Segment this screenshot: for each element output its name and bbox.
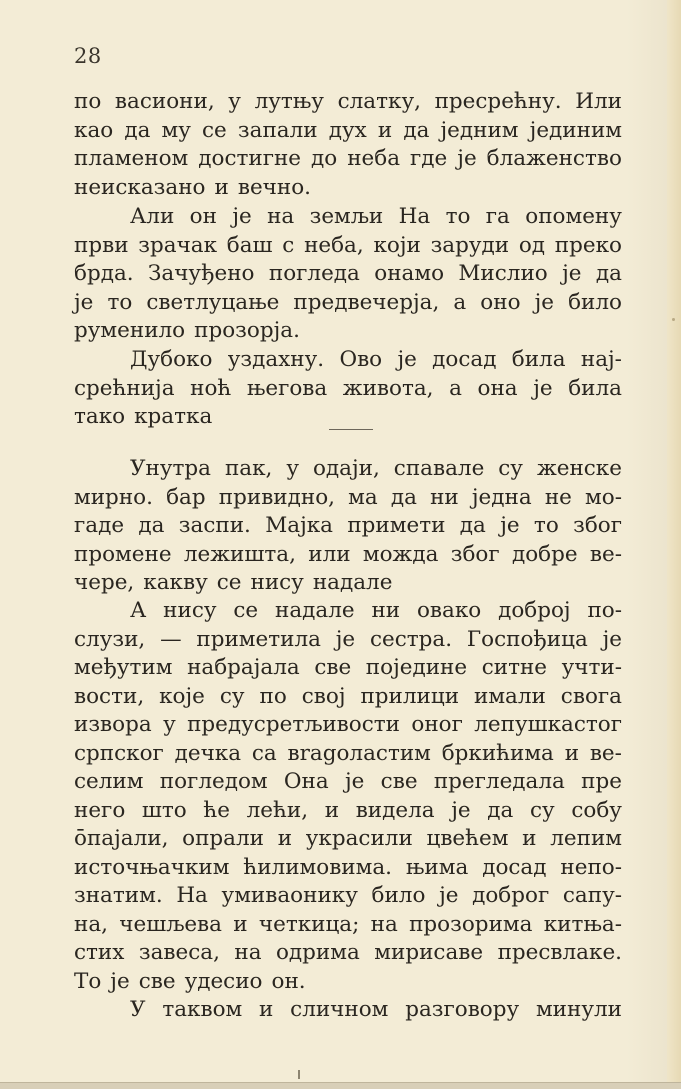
text-line: извора у предусретљивости оног лепушкастог — [74, 712, 622, 737]
text-line: мирно. бар привидно, ма да ни једна не мо- — [74, 484, 622, 510]
text-line: гаде да заспи. Мајка примети да је то због — [74, 513, 622, 538]
text-line: брда. Зачуђено погледа онамо Мислио је да — [74, 261, 622, 286]
paragraph-3 — [74, 346, 622, 432]
text-line: срећнија ноћ његова живота, а она је била — [74, 375, 622, 401]
binding-mark — [298, 1070, 300, 1079]
text-line: је то светлуцање предвечерја, а оно је било — [74, 289, 622, 315]
paragraph-1 — [74, 88, 622, 202]
text-line: руменило прозорја. — [74, 318, 300, 343]
text-line: стих завеса, на одрима мирисаве пресвлаке. — [74, 940, 622, 965]
text-line: То је све удесио он. — [74, 968, 306, 994]
text-line: промене лежишта, или можда због добре ве- — [74, 541, 622, 567]
paragraph-4 — [74, 455, 622, 598]
page-number: 28 — [74, 44, 102, 68]
paragraph-2 — [74, 203, 622, 346]
paragraph-5 — [74, 597, 622, 996]
text-line: чере, какву се нису надале — [74, 570, 393, 595]
text-line: Унутра пак, у одаји, спавале су женске — [130, 456, 622, 481]
paper-spot — [672, 318, 675, 321]
text-line: први зрачак баш с неба, који заруди од преко — [74, 232, 622, 258]
text-line: знатим. На умиваонику било је доброг сапу- — [74, 883, 622, 908]
text-line: У таквом и сличном разговору минули — [130, 997, 622, 1022]
text-line: по васиони, у лутњу слатку, пресрећну. Или — [74, 89, 622, 114]
text-line: као да му се запали дух и да једним јединим — [74, 117, 622, 143]
text-line: Али он је на земљи На то га опомену — [130, 204, 622, 229]
text-line: међутим набрајала све поједине ситне учти- — [74, 655, 622, 680]
text-line: Дубоко уздахну. Ово је досад била нај- — [130, 347, 622, 372]
text-line: пламеном достигне до неба где је блаженство — [74, 146, 622, 171]
text-line: српског дечка са вragoластим бркићима и ве- — [74, 740, 622, 766]
text-line: вости, које су по свој прилици имали свога — [74, 683, 622, 709]
text-line: тако кратка — [74, 404, 213, 429]
text-line: на, чешљева и четкица; на прозорима китња- — [74, 911, 622, 937]
section-divider — [329, 429, 373, 430]
page-edge — [667, 0, 681, 1089]
text-line: селим погледом Она је све прегледала пре — [74, 769, 622, 794]
text-line: ōпајали, опрали и украсили цвећем и лепим — [74, 826, 622, 851]
paragraph-6 — [74, 996, 622, 1025]
text-line: источњачким ћилимовима. њима досад непо- — [74, 854, 622, 880]
scan-bottom-edge — [0, 1082, 681, 1089]
text-line: слузи, — приметила је сестра. Госпођица је — [74, 626, 622, 652]
text-line: него што ће лећи, и видела је да су собу — [74, 797, 622, 823]
text-line: неисказано и вечно. — [74, 174, 311, 200]
text-line: А нису се надале ни овако доброј по- — [130, 598, 622, 623]
